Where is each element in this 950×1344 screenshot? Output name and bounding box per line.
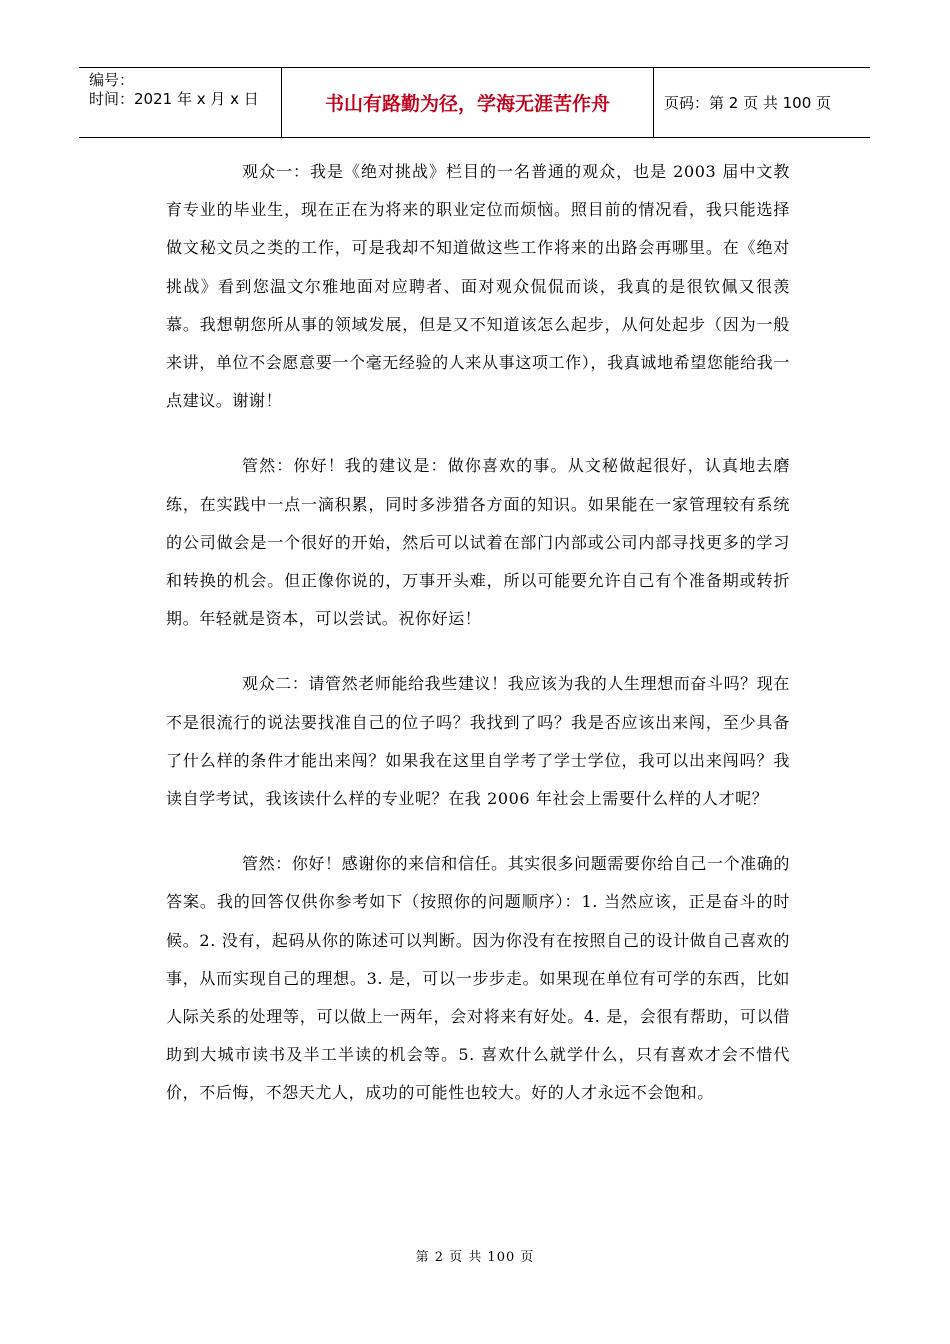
header-motto: 书山有路勤为径，学海无涯苦作舟 [282,68,654,137]
header-page-info: 页码：第 2 页 共 100 页 [664,94,832,112]
paragraph-answer-one: 管然：你好！我的建议是：做你喜欢的事。从文秘做起很好，认真地去磨练，在实践中一点一滴积累，同时多涉猎各方面的知识。如果能在一家管理较有系统的公司做会是一个很好的开始，然后可以试着在部门内部或公司内部寻找更多的学习和转换的机会。但正像你说的，万事开头难，所以可能要允许自己有个准备期或转折期。年轻就是资本，可以尝试。祝你好运！ [166,456,790,629]
page-header [79,67,870,138]
document-date: 时间：2021 年 x 月 x 日 [89,90,259,108]
header-meta [79,68,282,137]
paragraph-answer-two: 管然：你好！感谢你的来信和信任。其实很多问题需要你给自己一个准确的答案。我的回答仅供你参考如下（按照你的问题顺序）：1. 当然应该，正是奋斗的时候。2. 没有，起码从你的陈述可以判断。因为你没有在按照自己的设计做自己喜欢的事，从而实现自己的理想。3. 是，可以一步步走。如果现在单位有可学的东西，比如人际关系的处理等，可以做上一两年，会对将来有好处。4. 是，会很有帮助，可以借助到大城市读书及半工半读的机会等。5. 喜欢什么就学什么，只有喜欢才会不惜代价，不后悔，不怨天尤人，成功的可能性也较大。好的人才永远不会饱和。 [166,854,790,1103]
paragraph-viewer-two: 观众二：请管然老师能给我些建议！我应该为我的人生理想而奋斗吗？现在不是很流行的说法要找准自己的位子吗？我找到了吗？我是否应该出来闯，至少具备了什么样的条件才能出来闯？如果我在这里自学考了学士学位，我可以出来闯吗？我读自学考试，我该读什么样的专业呢？在我 2006 年社会上需要什么样的人才呢？ [166,674,790,809]
page-footer: 第 2 页 共 100 页 [415,1250,535,1265]
document-body [166,153,790,1140]
paragraph-viewer-one: 观众一：我是《绝对挑战》栏目的一名普通的观众，也是 2003 届中文教育专业的毕业生，现在正在为将来的职业定位而烦恼。照目前的情况看，我只能选择做文秘文员之类的工作，可是我却不知道做这些工作将来的出路会再哪里。在《绝对挑战》看到您温文尔雅地面对应聘者、面对观众侃侃而谈，我真的是很钦佩又很羡慕。我想朝您所从事的领域发展，但是又不知道该怎么起步，从何处起步（因为一般来讲，单位不会愿意要一个毫无经验的人来从事这项工作），我真诚地希望您能给我一点建议。谢谢！ [166,162,790,411]
document-number-label: 编号： [89,71,135,89]
